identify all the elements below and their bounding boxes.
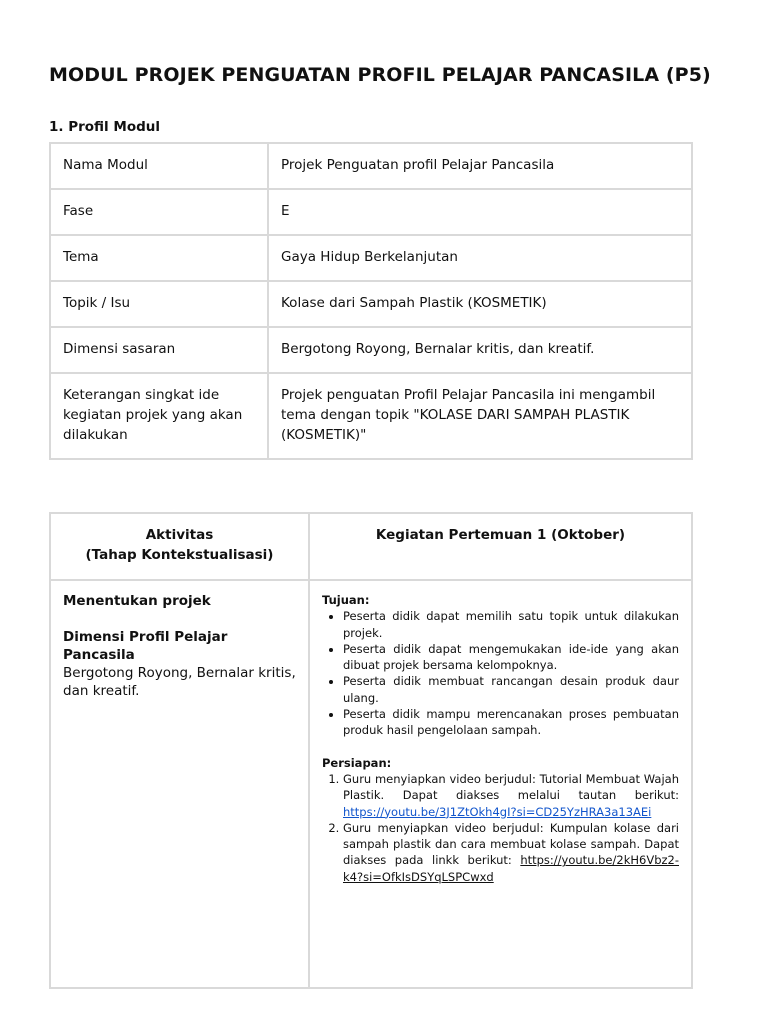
list-item: • Peserta didik dapat mengemukakan ide-ide yang akan dibuat projek bersama kelompoknya. [343, 641, 679, 674]
row-label: Keterangan singkat ide kegiatan projek yang akan dilakukan [50, 373, 268, 459]
section-heading-profil-modul: 1. Profil Modul [49, 119, 160, 135]
header-aktivitas-line2: (Tahap Kontekstualisasi) [85, 547, 274, 563]
persiapan-list [322, 771, 679, 885]
row-value: E [268, 189, 692, 235]
list-item: • Peserta didik dapat memilih satu topik untuk dilakukan projek. [343, 608, 679, 641]
list-item: • Peserta didik mampu merencanakan proses pembuatan produk hasil pengelolaan sampah. [343, 706, 679, 739]
list-item [343, 771, 679, 820]
header-aktivitas [50, 513, 309, 580]
page-title: MODUL PROJEK PENGUATAN PROFIL PELAJAR PANCASILA (P5) [49, 64, 711, 86]
activity-right-cell [309, 580, 692, 988]
activity-table [49, 512, 693, 989]
header-aktivitas-line1: Aktivitas [145, 527, 214, 543]
dimensi-value: Bergotong Royong, Bernalar kritis, dan kreatif. [63, 665, 296, 699]
persiapan-text: Guru menyiapkan video berjudul: Kumpulan kolase dari sampah plastik dan cara membuat kolase sampah. Dapat diakses pada linkk berikut: [343, 820, 679, 868]
activity-title: Menentukan projek [63, 593, 211, 609]
dimensi-label: Dimensi Profil Pelajar Pancasila [63, 629, 228, 663]
table-row [50, 143, 692, 189]
row-label: Topik / Isu [50, 281, 268, 327]
row-value: Projek penguatan Profil Pelajar Pancasila ini mengambil tema dengan topik "KOLASE DARI SAMPAH PLASTIK (KOSMETIK)" [268, 373, 692, 459]
table-row [50, 235, 692, 281]
list-item: • Peserta didik membuat rancangan desain produk daur ulang. [343, 673, 679, 706]
table-row [50, 373, 692, 459]
row-value: Kolase dari Sampah Plastik (KOSMETIK) [268, 281, 692, 327]
activity-left-cell [50, 580, 309, 988]
table-row [50, 281, 692, 327]
row-value: Gaya Hidup Berkelanjutan [268, 235, 692, 281]
persiapan-text: Guru menyiapkan video berjudul: Tutorial Membuat Wajah Plastik. Dapat diakses melalui tautan berikut: [343, 771, 679, 803]
profil-modul-table [49, 142, 693, 460]
tujuan-list [322, 608, 679, 738]
list-item [343, 820, 679, 885]
tujuan-label: Tujuan: [322, 593, 370, 607]
activity-body-row [50, 580, 692, 988]
table-row [50, 189, 692, 235]
persiapan-label: Persiapan: [322, 755, 392, 770]
row-label: Fase [50, 189, 268, 235]
header-kegiatan: Kegiatan Pertemuan 1 (Oktober) [309, 513, 692, 580]
activity-header-row [50, 513, 692, 580]
row-label: Tema [50, 235, 268, 281]
row-value: Bergotong Royong, Bernalar kritis, dan kreatif. [268, 327, 692, 373]
row-value: Projek Penguatan profil Pelajar Pancasila [268, 143, 692, 189]
video-link-2[interactable]: https://youtu.be/2kH6Vbz2-k4?si=OfkIsDSYqLSPCwxd [343, 853, 679, 884]
video-link-1[interactable]: https://youtu.be/3J1ZtOkh4gI?si=CD25YzHRA3a13AEi [343, 804, 652, 819]
table-row [50, 327, 692, 373]
row-label: Dimensi sasaran [50, 327, 268, 373]
row-label: Nama Modul [50, 143, 268, 189]
